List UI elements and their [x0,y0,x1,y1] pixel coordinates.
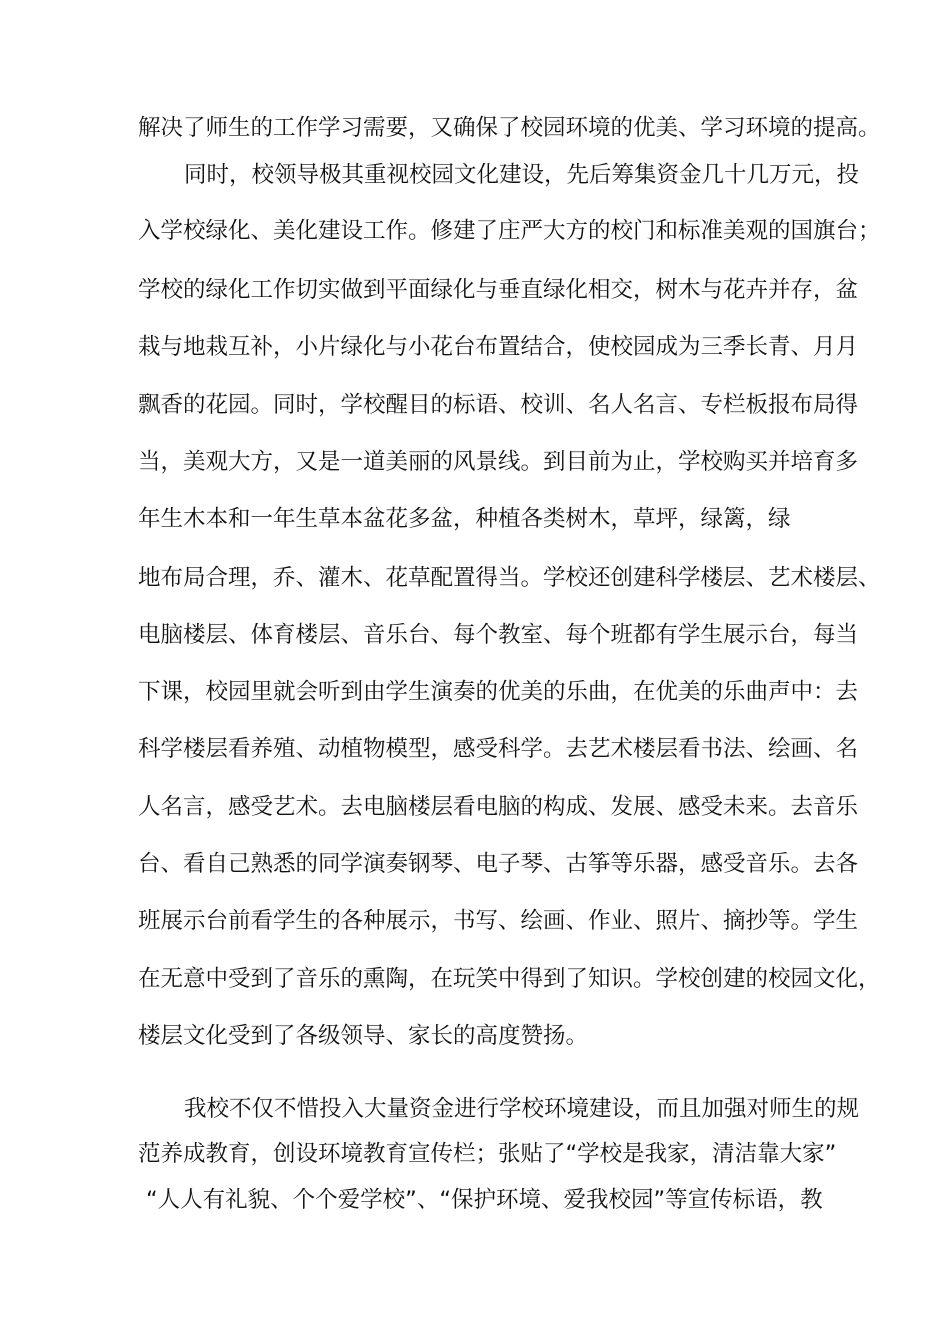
text-line: 人名言，感受艺术。去电脑楼层看电脑的构成、发展、感受未来。去音乐 [138,794,859,820]
text-line: 范养成教育，创设环境教育宣传栏；张贴了“学校是我家，清洁靠大家” [138,1141,837,1167]
text-line: 栽与地栽互补，小片绿化与小花台布置结合，使校园成为三季长青、月月 [138,334,859,360]
text-line: 楼层文化受到了各级领导、家长的高度赞扬。 [138,1023,589,1049]
text-line: 电脑楼层、体育楼层、音乐台、每个教室、每个班都有学生展示台，每当 [138,622,859,648]
paragraph-start-line: 我校不仅不惜投入大量资金进行学校环境建设，而且加强对师生的规 [184,1096,860,1122]
text-line: 飘香的花园。同时，学校醒目的标语、校训、名人名言、专栏板报布局得 [138,392,859,418]
text-line: 下课，校园里就会听到由学生演奏的优美的乐曲，在优美的乐曲声中：去 [138,679,859,705]
paragraph-start-line: 同时，校领导极其重视校园文化建设，先后筹集资金几十几万元，投 [184,162,860,188]
text-line: 地布局合理，乔、灌木、花草配置得当。学校还创建科学楼层、艺术楼层、 [138,565,881,591]
text-line: 年生木本和一年生草本盆花多盆，种植各类树木，草坪，绿篱，绿 [138,506,791,532]
text-line: 科学楼层看养殖、动植物模型，感受科学。去艺术楼层看书法、绘画、名 [138,736,859,762]
text-line: “人人有礼貌、个个爱学校”、“保护环境、爱我校园”等宣传标语，教 [146,1187,823,1213]
text-line: 班展示台前看学生的各种展示，书写、绘画、作业、照片、摘抄等。学生 [138,908,859,934]
text-line: 台、看自己熟悉的同学演奏钢琴、电子琴、古筝等乐器，感受音乐。去各 [138,851,859,877]
text-line: 学校的绿化工作切实做到平面绿化与垂直绿化相交，树木与花卉并存，盆 [138,277,859,303]
text-line: 在无意中受到了音乐的熏陶，在玩笑中得到了知识。学校创建的校园文化， [138,966,881,992]
text-line: 入学校绿化、美化建设工作。修建了庄严大方的校门和标准美观的国旗台； [138,218,881,244]
text-line: 解决了师生的工作学习需要，又确保了校园环境的优美、学习环境的提高。 [138,115,881,141]
text-line: 当，美观大方，又是一道美丽的风景线。到目前为止，学校购买并培育多 [138,449,859,475]
